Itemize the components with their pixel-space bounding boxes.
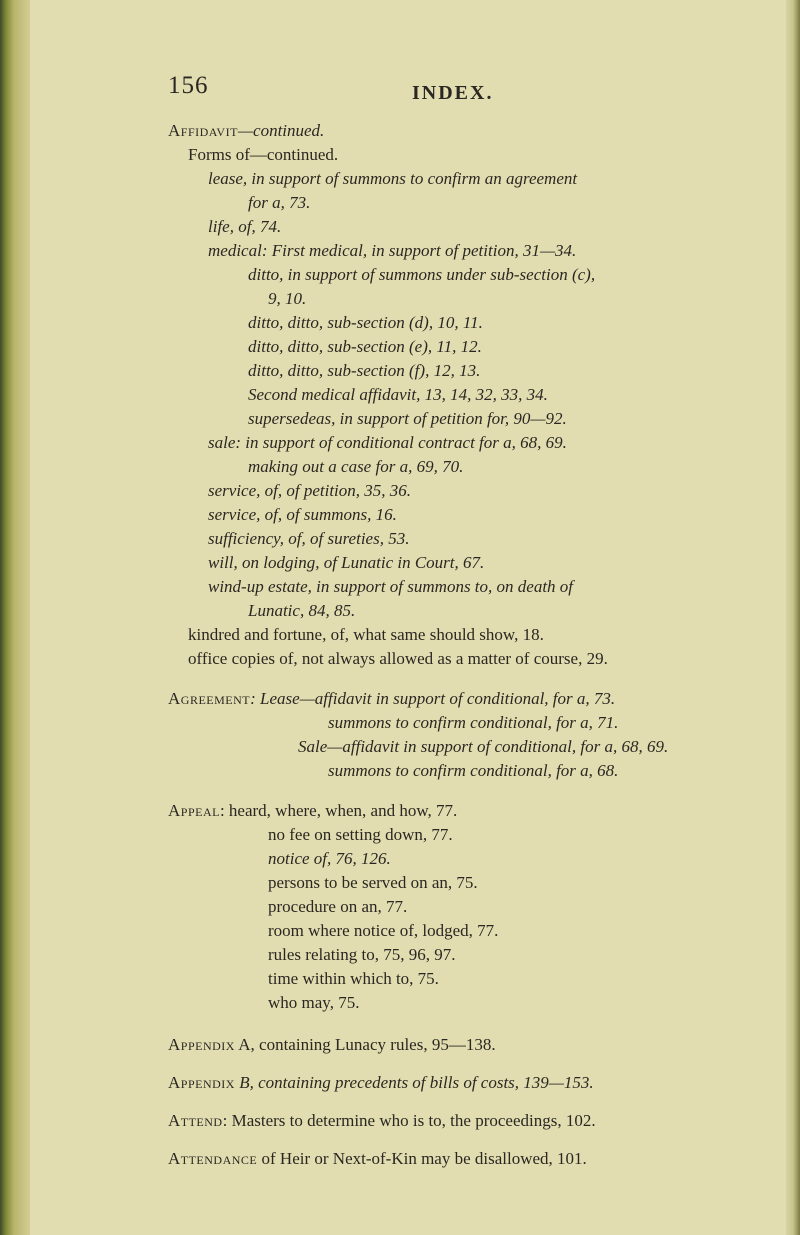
index-entry-appendix-a: Appendix A, containing Lunacy rules, 95—138. — [168, 1035, 496, 1054]
index-subentry: room where notice of, lodged, 77. — [268, 921, 499, 940]
index-entry-appendix-b: Appendix B, containing precedents of bills of costs, 139—153. — [168, 1073, 594, 1092]
index-subentry: time within which to, 75. — [268, 969, 439, 988]
page-number: 156 — [168, 72, 209, 99]
index-subentry: notice of, 76, 126. — [268, 849, 391, 868]
index-subentry: medical: First medical, in support of petition, 31—34. — [208, 241, 577, 260]
index-subentry: lease, in support of summons to confirm an agreement — [208, 169, 578, 188]
index-entry-appeal: Appeal: heard, where, when, and how, 77. — [168, 801, 458, 820]
index-subentry: rules relating to, 75, 96, 97. — [268, 945, 456, 964]
index-subentry: ditto, in support of summons under sub-section (c), — [248, 265, 596, 284]
index-entry-attendance: Attendance of Heir or Next-of-Kin may be disallowed, 101. — [168, 1149, 587, 1168]
index-subentry: making out a case for a, 69, 70. — [248, 457, 464, 476]
page-header — [30, 72, 786, 112]
index-subentry: office copies of, not always allowed as a matter of course, 29. — [188, 649, 608, 668]
page-edge — [786, 0, 800, 1235]
index-subentry: Lunatic, 84, 85. — [248, 601, 356, 620]
index-subentry: procedure on an, 77. — [268, 897, 408, 916]
index-subentry: kindred and fortune, of, what same should show, 18. — [188, 625, 544, 644]
index-subentry: sufficiency, of, of sureties, 53. — [208, 529, 410, 548]
index-subentry: summons to confirm conditional, for a, 71. — [328, 713, 619, 732]
book-page — [30, 0, 786, 1235]
index-subentry: service, of, of summons, 16. — [208, 505, 397, 524]
index-subentry: service, of, of petition, 35, 36. — [208, 481, 412, 500]
index-subentry: Second medical affidavit, 13, 14, 32, 33, 34. — [248, 385, 548, 404]
index-entry-affidavit: Affidavit—continued. — [168, 121, 325, 140]
index-subentry: who may, 75. — [268, 993, 360, 1012]
index-subentry: will, on lodging, of Lunatic in Court, 67. — [208, 553, 485, 572]
running-title: INDEX. — [412, 82, 494, 104]
index-entry-attend: Attend: Masters to determine who is to, the proceedings, 102. — [168, 1111, 596, 1130]
index-subentry: summons to confirm conditional, for a, 68. — [328, 761, 619, 780]
index-subentry: Sale—affidavit in support of conditional, for a, 68, 69. — [298, 737, 669, 756]
index-subentry: 9, 10. — [268, 289, 307, 308]
index-subentry: wind-up estate, in support of summons to, on death of — [208, 577, 574, 596]
index-subentry: ditto, ditto, sub-section (d), 10, 11. — [248, 313, 483, 332]
index-subentry: sale: in support of conditional contract for a, 68, 69. — [208, 433, 567, 452]
index-subentry: ditto, ditto, sub-section (f), 12, 13. — [248, 361, 481, 380]
index-subentry: persons to be served on an, 75. — [268, 873, 478, 892]
index-subentry: for a, 73. — [248, 193, 311, 212]
book-gutter — [0, 0, 30, 1235]
index-subentry: no fee on setting down, 77. — [268, 825, 453, 844]
index-subentry: Forms of—continued. — [188, 145, 339, 164]
index-entry-agreement: Agreement: Lease—affidavit in support of conditional, for a, 73. — [168, 689, 616, 708]
index-subentry: supersedeas, in support of petition for, 90—92. — [248, 409, 567, 428]
index-subentry: life, of, 74. — [208, 217, 282, 236]
index-subentry: ditto, ditto, sub-section (e), 11, 12. — [248, 337, 482, 356]
